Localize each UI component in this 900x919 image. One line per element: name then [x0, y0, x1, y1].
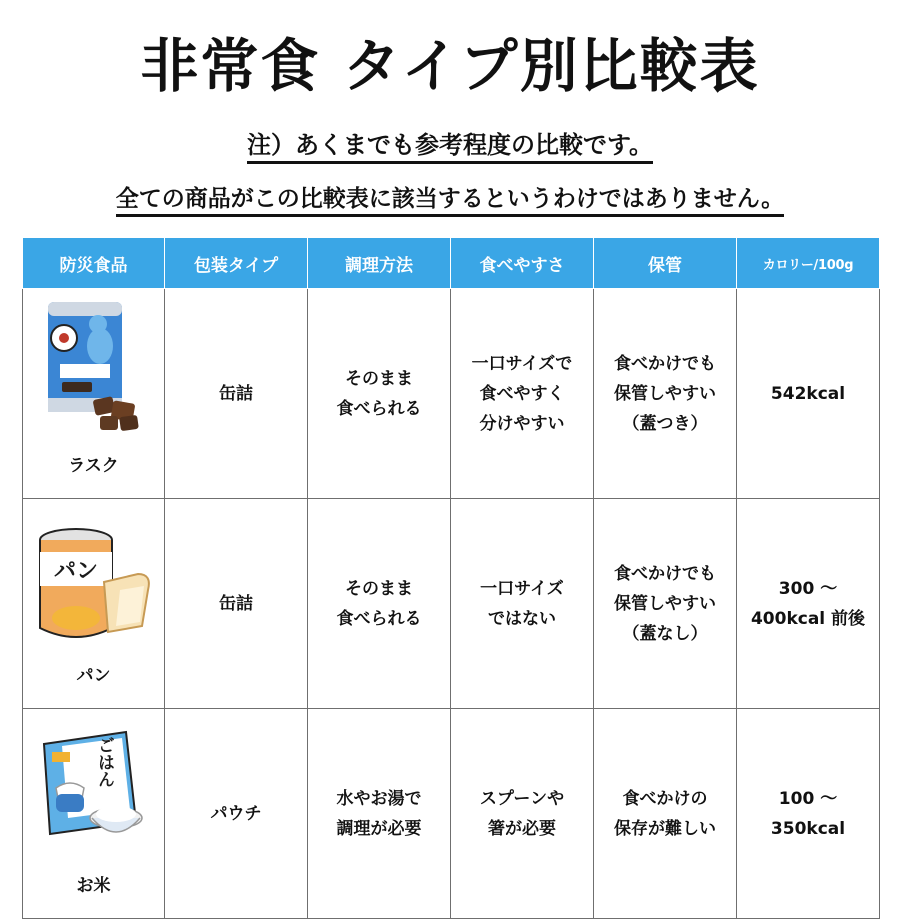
header-cooking: 調理方法: [308, 238, 451, 289]
cooking-method: そのまま 食べられる: [308, 499, 451, 709]
note-reference: 注）あくまでも参考程度の比較です。: [0, 128, 900, 162]
product-cell: [23, 289, 165, 499]
package-type: パウチ: [165, 709, 308, 919]
page-title: 非常食 タイプ別比較表: [140, 32, 760, 100]
ease-of-eating: 一口サイズで 食べやすく 分けやすい: [451, 289, 594, 499]
storage: 食べかけの 保存が難しい: [594, 709, 737, 919]
product-name: お米: [76, 876, 111, 896]
header-package: 包装タイプ: [165, 238, 308, 289]
package-type: 缶詰: [165, 289, 308, 499]
ease-of-eating: スプーンや 箸が必要: [451, 709, 594, 919]
header-calories: カロリー/100g: [737, 238, 880, 289]
canned-rusk-image: [34, 298, 154, 438]
product-cell: [23, 709, 165, 919]
table-row: [23, 289, 880, 499]
comparison-table: [22, 237, 880, 919]
product-name: ラスク: [68, 456, 119, 476]
rice-pouch-image: [34, 718, 154, 848]
package-type: 缶詰: [165, 499, 308, 709]
calories: 542kcal: [737, 289, 880, 499]
storage: 食べかけでも 保管しやすい （蓋なし）: [594, 499, 737, 709]
table-row: [23, 499, 880, 709]
bread-can-label: パン: [53, 559, 98, 584]
rice-pouch-label: ごはん: [93, 736, 114, 788]
table-header-row: [23, 238, 880, 289]
canned-bread-image: [32, 508, 156, 648]
product-name: パン: [76, 666, 111, 686]
product-cell: [23, 499, 165, 709]
storage: 食べかけでも 保管しやすい （蓋つき）: [594, 289, 737, 499]
cooking-method: 水やお湯で 調理が必要: [308, 709, 451, 919]
ease-of-eating: 一口サイズ ではない: [451, 499, 594, 709]
header-storage: 保管: [594, 238, 737, 289]
header-ease: 食べやすさ: [451, 238, 594, 289]
header-food: 防災食品: [23, 238, 165, 289]
cooking-method: そのまま 食べられる: [308, 289, 451, 499]
note-disclaimer: 全ての商品がこの比較表に該当するというわけではありません。: [0, 182, 900, 216]
calories: 300 ～ 400kcal 前後: [737, 499, 880, 709]
table-row: [23, 709, 880, 919]
calories: 100 ～ 350kcal: [737, 709, 880, 919]
